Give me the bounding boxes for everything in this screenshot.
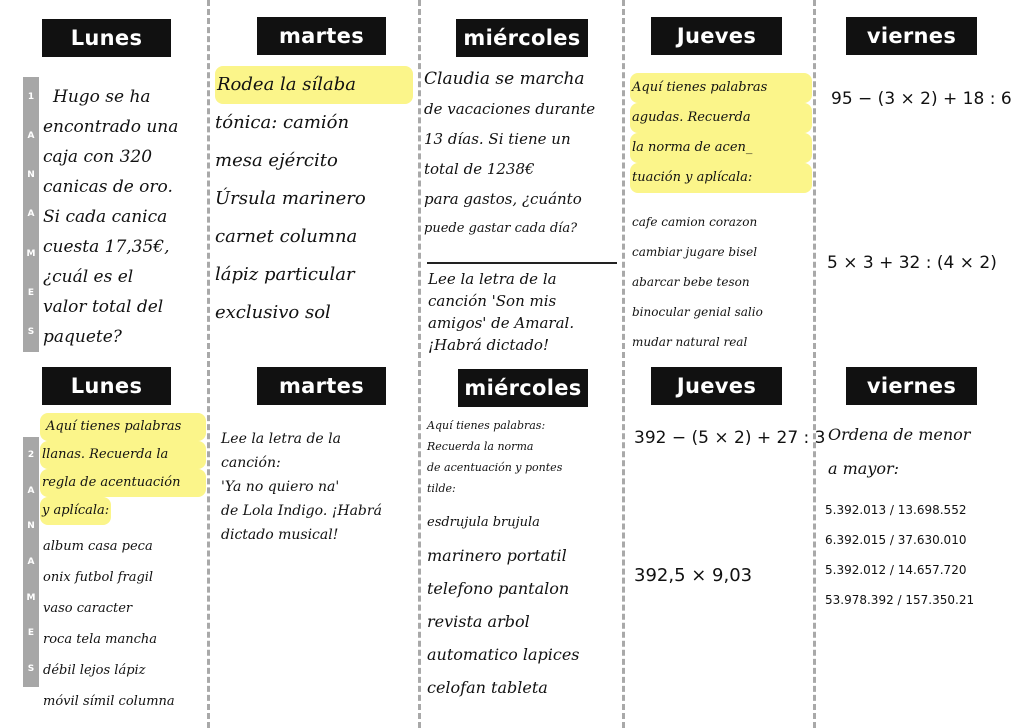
header-viernes-week2: viernes [846,367,977,405]
text-line: Úrsula marinero [215,188,366,209]
viernes-week1-expression-2: 5 × 3 + 32 : (4 × 2) [827,253,997,273]
miercoles-week2-words [427,506,617,704]
jueves-week2-expression-1: 392 − (5 × 2) + 27 : 3 [634,428,826,448]
text-line: caja con 320 [43,147,153,167]
text-line: débil lejos lápiz [43,663,146,678]
divider-line [427,262,617,264]
text-line: Recuerda la norma [427,440,534,453]
column-separator [813,0,816,728]
text-line: abarcar bebe teson [632,275,750,289]
text-line: automatico lapices [427,645,580,664]
week-label-letter: 2 [27,449,35,460]
viernes-week2-title [828,418,1018,486]
highlighted-instruction: Aquí tienes palabras [630,73,812,103]
text-line: paquete? [43,327,122,347]
jueves-week2-expression-2: 392,5 × 9,03 [634,565,753,586]
text-line: de Lola Indigo. ¡Habrá [221,503,382,519]
highlighted-instruction: regla de acentuación [40,469,206,497]
column-separator [622,0,625,728]
text-line: tónica: camión [215,112,350,133]
miercoles-week1-song [428,268,620,356]
number-pair-row: 53.978.392 / 157.350.21 [825,593,975,607]
text-line: mesa ejército [215,150,338,171]
text-line: Aquí tienes palabras: [427,419,546,432]
miercoles-week2-instructions [427,415,617,499]
text-line: total de 1238€ [424,160,535,178]
text-line: canicas de oro. [43,177,173,197]
text-line: album casa peca [43,539,153,554]
text-line: Ordena de menor [828,425,971,444]
text-line: Lee la letra de la [221,431,341,447]
text-line: binocular genial salio [632,305,763,319]
text-line: dictado musical! [221,527,339,543]
number-pair-row: 6.392.015 / 37.630.010 [825,533,967,547]
number-left: 6.392.015 [825,533,887,547]
text-line: cambiar jugare bisel [632,245,758,259]
highlighted-instruction: agudas. Recuerda [630,103,812,133]
column-separator [207,0,210,728]
text-line: de acentuación y pontes [427,461,563,474]
week-label-letter: 1 [27,91,35,102]
highlighted-instruction: Rodea la sílaba [215,66,413,104]
number-left: 53.978.392 [825,593,894,607]
text-line: vaso caracter [43,601,133,616]
header-miercoles-week1: miércoles [456,19,588,57]
week-label-letter: E [27,628,35,639]
text-line: a mayor: [828,459,900,478]
week-label-letter: M [26,248,36,259]
miercoles-week1-problem [424,64,620,244]
week-label-letter: A [27,130,35,141]
text-line: roca tela mancha [43,632,158,647]
viernes-week2-number-list [825,495,1021,615]
text-line: puede gastar cada día? [424,221,578,236]
text-line: tilde: [427,482,456,495]
jueves-week1-words [632,207,812,357]
header-jueves-week1: Jueves [651,17,782,55]
text-line: Si cada canica [43,207,168,227]
text-line: encontrado una [43,117,179,137]
lunes-week2-words [43,531,205,717]
text-line: de vacaciones durante [424,100,596,118]
text-line: cafe camion corazon [632,215,758,229]
header-lunes-week2: Lunes [42,367,171,405]
text-line: Hugo se ha [53,87,151,107]
week-label-letter: N [27,170,35,181]
week-label-letter: A [27,209,35,220]
highlighted-instruction: Aquí tienes palabras [40,413,206,441]
header-jueves-week2: Jueves [651,367,782,405]
week-label-letter: A [27,556,35,567]
number-left: 5.392.013 [825,503,887,517]
number-right: 13.698.552 [897,503,967,517]
text-line: esdrujula brujula [427,515,540,530]
text-line: amigos' de Amaral. [428,314,575,332]
week-label-letter: S [27,327,35,338]
week-label-letter: M [26,592,36,603]
week-label-letter: N [27,521,35,532]
text-line: canción: [221,455,281,471]
header-martes-week2: martes [257,367,386,405]
text-line: telefono pantalon [427,579,570,598]
week-label-letter: S [27,664,35,675]
number-pair-row: 5.392.012 / 14.657.720 [825,563,967,577]
viernes-week1-expression-1: 95 − (3 × 2) + 18 : 6 [831,89,1012,109]
header-miercoles-week2: miércoles [458,369,588,407]
text-line: 'Ya no quiero na' [221,479,340,495]
text-line: 13 días. Si tiene un [424,130,571,148]
header-martes-week1: martes [257,17,386,55]
martes-week1-exercise [215,66,413,332]
number-right: 14.657.720 [897,563,967,577]
text-line: ¿cuál es el [43,267,134,287]
week-label-2 [23,437,39,687]
number-right: 37.630.010 [897,533,967,547]
text-line: onix futbol fragil [43,570,154,585]
number-right: 157.350.21 [905,593,975,607]
lunes-week2-instructions [40,413,206,525]
lunes-week1-problem [43,82,203,352]
highlighted-instruction: la norma de acen_ [630,133,812,163]
text-line: móvil símil columna [43,694,175,709]
header-lunes-week1: Lunes [42,19,171,57]
text-line: lápiz particular [215,264,355,285]
text-line: para gastos, ¿cuánto [424,190,582,208]
martes-week2-exercise [221,427,413,547]
jueves-week1-instructions [630,73,812,193]
text-line: Lee la letra de la [428,270,557,288]
text-line: cuesta 17,35€, [43,237,170,257]
text-line: revista arbol [427,612,530,631]
highlighted-instruction: y aplícala: [40,497,111,525]
week-label-letter: E [27,288,35,299]
text-line: exclusivo sol [215,302,331,323]
text-line: marinero portatil [427,546,567,565]
highlighted-instruction: tuación y aplícala: [630,163,812,193]
week-label-1 [23,77,39,352]
highlighted-instruction: llanas. Recuerda la [40,441,206,469]
text-line: carnet columna [215,226,358,247]
column-separator [418,0,421,728]
number-pair-row: 5.392.013 / 13.698.552 [825,503,967,517]
text-line: ¡Habrá dictado! [428,336,549,354]
text-line: canción 'Son mis [428,292,557,310]
text-line: valor total del [43,297,164,317]
text-line: mudar natural real [632,335,748,349]
header-viernes-week1: viernes [846,17,977,55]
week-label-letter: A [27,485,35,496]
text-line: celofan tableta [427,678,548,697]
text-line: Claudia se marcha [424,69,585,89]
number-left: 5.392.012 [825,563,887,577]
